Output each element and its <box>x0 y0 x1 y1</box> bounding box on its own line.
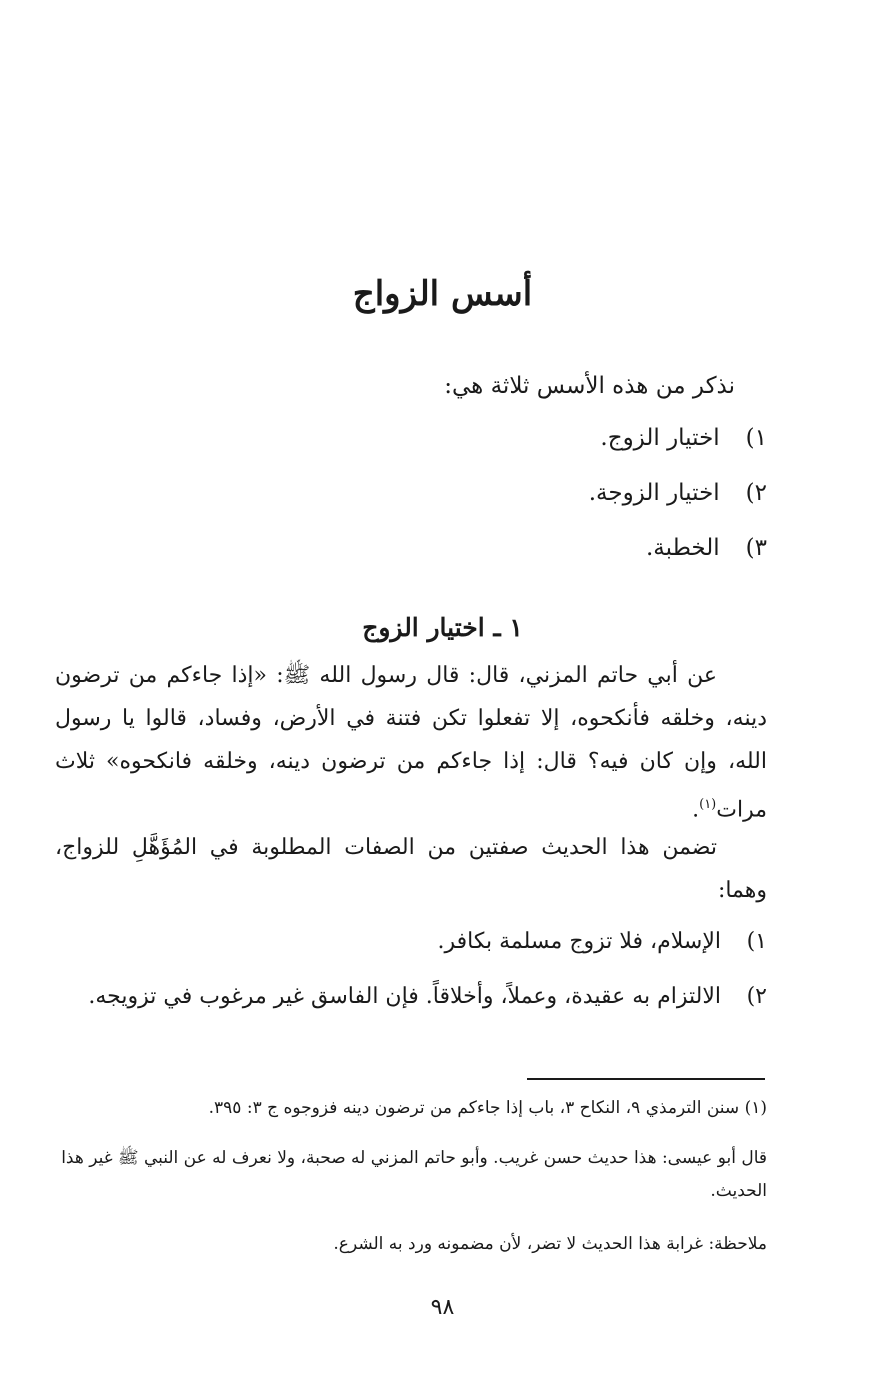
footnote-ref: (١) <box>699 797 717 812</box>
footnote-source <box>55 1092 767 1125</box>
chapter-title: أسس الزواج <box>352 274 533 314</box>
list-item-text: الخطبة. <box>645 535 720 561</box>
list-item <box>589 475 767 511</box>
footnote-number: (١) <box>744 1098 767 1118</box>
footnote-note: ملاحظة: غرابة هذا الحديث لا تضر، لأن مضمونه ورد به الشرع. <box>333 1234 767 1254</box>
section-title: ١ ـ اختيار الزوج <box>362 613 523 642</box>
list-item-number: ٣) <box>745 535 767 561</box>
list-item-text: الإسلام، فلا تزوج مسلمة بكافر. <box>437 929 721 954</box>
list-item-text: اختيار الزوج. <box>600 425 720 451</box>
hadith-text: عن أبي حاتم المزني، قال: قال رسول الله ﷺ: «إذا جاءكم من ترضون دينه، وخلقه فأنكحوه، إلا تفعلوا تكن فتنة في الأرض، وفساد، قالوا يا رسول الله، وإن كان فيه؟ قال: إذا جاءكم من ترضون دينه، وخلقه فانكحوه» ثلاث مرات <box>55 663 767 823</box>
summary-paragraph <box>55 826 767 912</box>
list-item <box>646 530 767 566</box>
list-item <box>600 420 767 456</box>
list-item-number: ٢) <box>745 480 767 506</box>
list-item <box>55 975 767 1018</box>
list-item-text: الالتزام به عقيدة، وعملاً، وأخلاقاً. فإن الفاسق غير مرغوب في تزويجه. <box>88 984 721 1009</box>
summary-text: تضمن هذا الحديث صفتين من الصفات المطلوبة في المُؤَهَّلِ للزواج، وهما: <box>55 835 767 903</box>
footnote-comment: قال أبو عيسى: هذا حديث حسن غريب. وأبو حاتم المزني له صحبة، ولا نعرف له عن النبي ﷺ غير هذا الحديث. <box>61 1148 767 1201</box>
list-item-number: ١) <box>745 425 767 451</box>
list-item-number: ٢) <box>746 984 767 1009</box>
hadith-paragraph <box>55 654 767 831</box>
footnote-text: سنن الترمذي ٩، النكاح ٣، باب إذا جاءكم من ترضون دينه فزوجوه ج ٣: ٣٩٥. <box>208 1098 740 1118</box>
list-item <box>55 920 767 963</box>
page-number: ٩٨ <box>430 1295 455 1320</box>
footnote-divider <box>527 1078 765 1080</box>
list-item-number: ١) <box>746 929 767 954</box>
hadith-end: . <box>692 797 700 823</box>
intro-text: نذكر من هذه الأسس ثلاثة هي: <box>444 373 735 399</box>
list-item-text: اختيار الزوجة. <box>588 480 720 506</box>
